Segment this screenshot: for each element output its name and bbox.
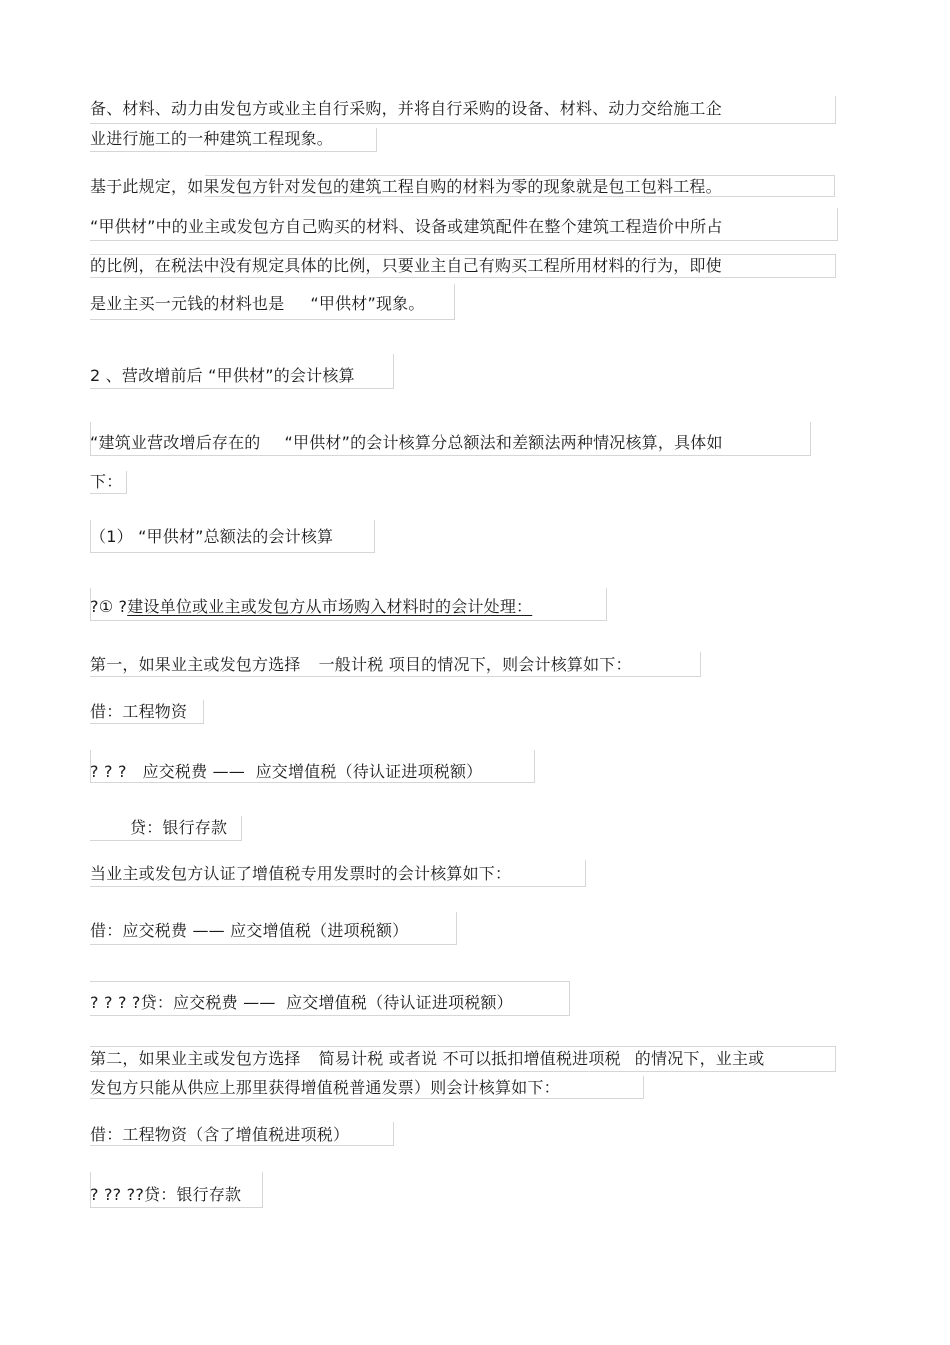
journal-entry: ? ?? ??贷：银行存款 xyxy=(90,1185,242,1204)
paragraph-line: 的比例，在税法中没有规定具体的比例，只要业主自己有购买工程所用材料的行为，即使 xyxy=(90,256,722,275)
text-span: 基于此规定， xyxy=(90,177,188,196)
paragraph-line xyxy=(90,177,722,197)
paragraph-line xyxy=(90,1049,764,1069)
sub-heading: （1） “甲供材”总额法的会计核算 xyxy=(90,527,334,546)
paragraph-line xyxy=(90,597,552,617)
text-span: ?① ? xyxy=(90,597,128,616)
text-span: “甲供材”的会计核算分总额法和差额法两种情况核算，具体如 xyxy=(284,433,723,452)
text-span: 第二，如果业主或发包方选择 xyxy=(90,1049,301,1068)
paragraph-line: 业进行施工的一种建筑工程现象。 xyxy=(90,129,334,148)
journal-entry: ? ? ? ?贷：应交税费 —— 应交增值税（待认证进项税额） xyxy=(90,993,513,1012)
paragraph-line: 当业主或发包方认证了增值税专用发票时的会计核算如下： xyxy=(90,864,512,883)
text-span: 一般计税 项目的情况下，则会计核算如下： xyxy=(318,655,632,674)
text-span: “建筑业营改增后存在的 xyxy=(90,433,261,452)
journal-entry: 借：工程物资 xyxy=(90,702,188,721)
text-span: 的情况下，业主或 xyxy=(634,1049,765,1068)
text-span: “甲供材”现象。 xyxy=(310,294,425,313)
journal-entry: 借：应交税费 —— 应交增值税（进项税额） xyxy=(90,921,409,940)
journal-entry: 借：工程物资（含了增值税进项税） xyxy=(90,1125,350,1144)
text-span: 是业主买一元钱的材料也是 xyxy=(90,294,285,313)
paragraph-line: 发包方只能从供应上那里获得增值税普通发票）则会计核算如下： xyxy=(90,1078,560,1097)
journal-entry: ? ? ? 应交税费 —— 应交增值税（待认证进项税额） xyxy=(90,762,483,781)
paragraph-line: 下： xyxy=(90,472,123,491)
journal-entry: 贷：银行存款 xyxy=(130,818,228,837)
text-span: 第一，如果业主或发包方选择 xyxy=(90,655,301,674)
paragraph-line xyxy=(90,294,425,314)
paragraph-line: 备、材料、动力由发包方或业主自行采购，并将自行采购的设备、材料、动力交给施工企 xyxy=(90,99,722,118)
paragraph-line: “甲供材”中的业主或发包方自己购买的材料、设备或建筑配件在整个建筑工程造价中所占 xyxy=(90,217,723,236)
underlined-text: 建设单位或业主或发包方从市场购入材料时的会计处理： xyxy=(127,597,533,616)
paragraph-line xyxy=(90,655,632,675)
section-heading: 2 、营改增前后 “甲供材”的会计核算 xyxy=(90,366,355,385)
paragraph-line xyxy=(90,433,723,453)
text-span: 如果发包方针对发包的建筑工程自购的材料为零的现象就是包工包料工程。 xyxy=(187,177,722,196)
text-span: 简易计税 或者说 不可以抵扣增值税进项税 xyxy=(318,1049,621,1068)
